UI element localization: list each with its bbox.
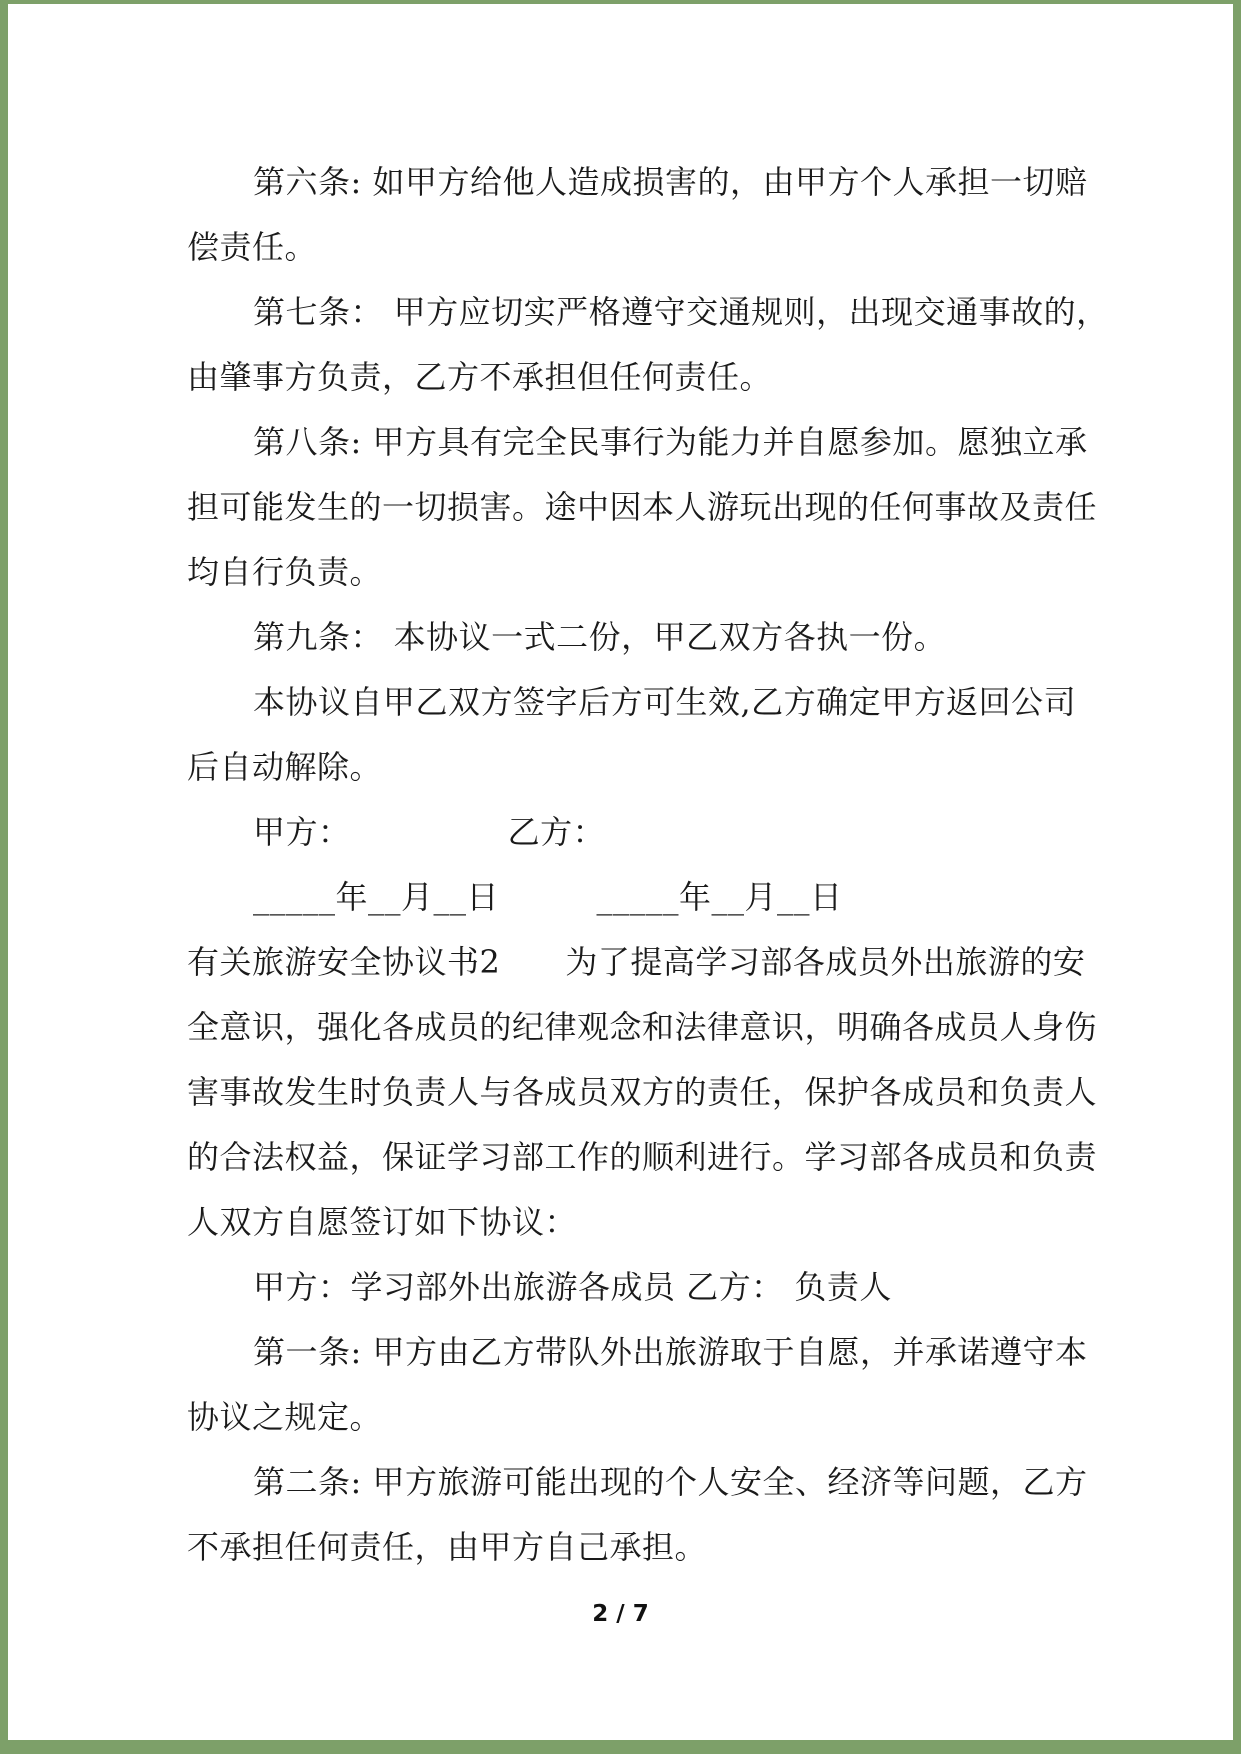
document-line: 甲方：学习部外出旅游各成员 乙方： 负责人 [253, 1268, 892, 1306]
document-line: 第一条: 甲方由乙方带队外出旅游取于自愿，并承诺遵守本 [253, 1333, 1088, 1371]
document-line: 后自动解除。 [187, 748, 383, 786]
document-line: 全意识，强化各成员的纪律观念和法律意识，明确各成员人身伤 [187, 1008, 1098, 1046]
document-line: 均自行负责。 [187, 553, 383, 591]
document-line: 有关旅游安全协议书2 为了提高学习部各成员外出旅游的安 [187, 943, 1086, 981]
document-line: 第九条： 本协议一式二份，甲乙双方各执一份。 [253, 618, 947, 656]
document-line: 害事故发生时负责人与各成员双方的责任，保护各成员和负责人 [187, 1073, 1098, 1111]
document-line: 第六条: 如甲方给他人造成损害的，由甲方个人承担一切赔 [253, 163, 1088, 201]
document-body [187, 150, 1109, 1580]
document-line: 甲方： 乙方： [253, 813, 606, 851]
document-line: 本协议自甲乙双方签字后方可生效,乙方确定甲方返回公司 [253, 683, 1077, 721]
page-border-left [0, 0, 8, 1754]
document-line: 第二条: 甲方旅游可能出现的个人安全、经济等问题，乙方 [253, 1463, 1088, 1501]
document-line: 协议之规定。 [187, 1398, 383, 1436]
document-line: 由肇事方负责，乙方不承担但任何责任。 [187, 358, 773, 396]
document-line: 第八条: 甲方具有完全民事行为能力并自愿参加。愿独立承 [253, 423, 1088, 461]
document-line: 担可能发生的一切损害。途中因本人游玩出现的任何事故及责任 [187, 488, 1098, 526]
document-line: _____年__月__日 _____年__月__日 [253, 878, 843, 916]
page-border-top [0, 0, 1241, 4]
document-line: 人双方自愿签订如下协议： [187, 1203, 578, 1241]
document-line: 不承担任何责任，由甲方自己承担。 [187, 1528, 708, 1566]
document-line: 的合法权益，保证学习部工作的顺利进行。学习部各成员和负责 [187, 1138, 1098, 1176]
page-border-bottom [0, 1740, 1241, 1754]
document-line: 偿责任。 [187, 228, 318, 266]
document-line: 第七条： 甲方应切实严格遵守交通规则，出现交通事故的， [253, 293, 1109, 331]
page-number: 2 / 7 [592, 1601, 649, 1627]
page-border-right [1233, 0, 1241, 1754]
